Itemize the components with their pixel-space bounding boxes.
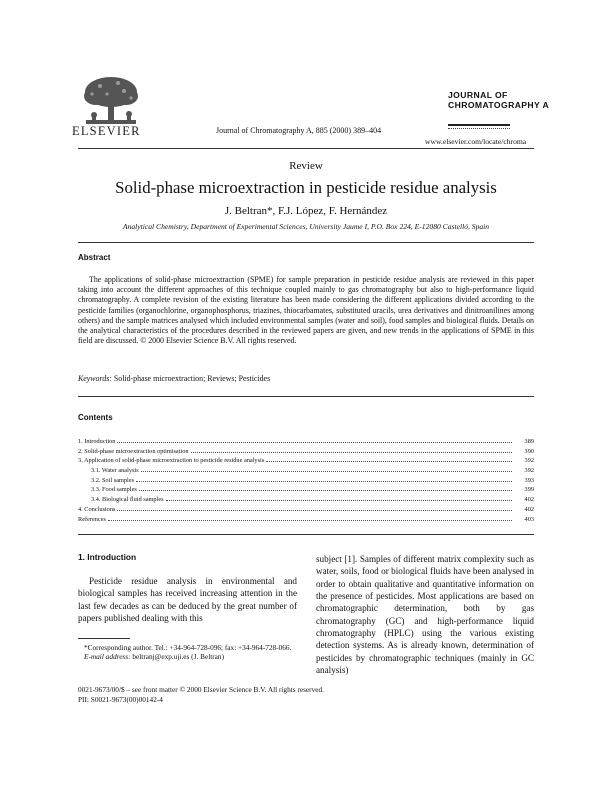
toc-entry-label: 3.4. Biological fluid samples bbox=[91, 496, 164, 504]
toc-entry-page: 399 bbox=[524, 486, 534, 494]
toc-entry-label: References bbox=[78, 515, 106, 523]
toc-entry-label: 3. Application of solid-phase microextraction to pesticide residue analysis bbox=[78, 457, 265, 465]
toc-entry bbox=[78, 456, 534, 466]
table-of-contents bbox=[78, 437, 534, 524]
journal-logo-dots bbox=[448, 128, 510, 130]
title-divider bbox=[78, 242, 534, 243]
journal-reference: Journal of Chromatography A, 885 (2000) 389–404 bbox=[216, 126, 382, 135]
toc-leader bbox=[166, 500, 512, 501]
corresponding-author-note: *Corresponding author. Tel.: +34-964-728-096; fax: +34-964-728-066. bbox=[84, 643, 292, 652]
toc-entry-label: 2. Solid-phase microextraction optimisation bbox=[78, 447, 189, 455]
toc-entry-page: 392 bbox=[524, 457, 534, 465]
toc-leader bbox=[191, 452, 512, 453]
journal-url: www.elsevier.com/locate/chroma bbox=[425, 137, 527, 146]
toc-entry-page: 389 bbox=[524, 438, 534, 445]
abstract-divider bbox=[78, 396, 534, 397]
journal-logo bbox=[448, 90, 549, 110]
introduction-heading: 1. Introduction bbox=[78, 552, 137, 562]
introduction-right-paragraph: subject [1]. Samples of different matrix complexity such as water, soils, food or biological fluids have been analysed in order to obtain qualitative and quantitative information on the presence of pesticides. Most applications are based on chromatographic determination, both by gas chromatography (GC) and high-performance liquid chromatography (HPLC) using the various existing detection systems. As is already known, determination of pesticides by chromatographic techniques (mainly in GC analysis) bbox=[316, 554, 534, 676]
article-affiliation: Analytical Chemistry, Department of Experimental Sciences, University Jaume I, P.O. Box 224, E-12080 Castelló, Spain bbox=[122, 222, 490, 231]
email-label: E-mail address: bbox=[84, 652, 131, 662]
toc-entry bbox=[78, 505, 534, 515]
email-address: beltranj@exp.uji.es (J. Beltran) bbox=[132, 652, 224, 662]
footnote-divider bbox=[78, 638, 130, 639]
toc-entry bbox=[78, 476, 534, 486]
toc-entry-page: 393 bbox=[524, 476, 534, 484]
keywords-value: Solid-phase microextraction; Reviews; Pesticides bbox=[113, 374, 271, 383]
toc-entry-label: 3.2. Soil samples bbox=[91, 476, 135, 484]
toc-leader bbox=[139, 490, 512, 491]
contents-heading: Contents bbox=[78, 413, 113, 422]
toc-entry bbox=[78, 466, 534, 476]
contents-divider bbox=[78, 534, 534, 535]
toc-leader bbox=[136, 481, 512, 482]
article-type: Review bbox=[289, 160, 323, 172]
toc-entry bbox=[78, 485, 534, 495]
toc-entry-label: 1. Introduction bbox=[78, 438, 116, 445]
toc-leader bbox=[117, 442, 512, 443]
toc-entry-label: 3.3. Food samples bbox=[91, 486, 137, 494]
introduction-left-paragraph: Pesticide residue analysis in environmental and biological samples has received increasing attention in the last few decades as can be deduced by the great number of papers published dealing with this bbox=[78, 576, 297, 624]
toc-leader bbox=[117, 510, 512, 511]
toc-entry-label: 3.1. Water analysis bbox=[91, 467, 139, 475]
toc-entry bbox=[78, 495, 534, 505]
keywords bbox=[78, 374, 534, 383]
toc-leader bbox=[141, 471, 512, 472]
article-authors: J. Beltran*, F.J. López, F. Hernández bbox=[224, 205, 388, 217]
toc-entry bbox=[78, 437, 534, 447]
toc-entry bbox=[78, 515, 534, 525]
journal-logo-line2: CHROMATOGRAPHY A bbox=[448, 100, 550, 110]
publisher-name: ELSEVIER bbox=[72, 124, 141, 138]
toc-entry-page: 402 bbox=[524, 505, 534, 513]
toc-entry bbox=[78, 447, 534, 457]
journal-logo-bar bbox=[448, 124, 510, 126]
abstract-text: The applications of solid-phase microextraction (SPME) for sample preparation in pesticide residue analysis are reviewed in this paper taking into account the different approaches of this technique coupled mainly to gas chromatography but also to high-performance liquid chromatography. A complete revision of the existing literature has been made considering the different applications divided according to the pesticide families (organochlorine, organophosphorus, triazines, thiocarbamates, substituted uracils, urea derivatives and dinitroanilines among others) and the sample matrices analysed which included environmental samples (water and soil), food samples and biological fluids. Details on the analytical characteristics of the procedures described in the reviewed papers are given, and new trends in the applications of SPME in this field are discussed. © 2000 Elsevier Science B.V. All rights reserved. bbox=[78, 275, 534, 346]
toc-leader bbox=[108, 520, 512, 521]
toc-entry-page: 390 bbox=[524, 447, 534, 455]
keywords-label: Keywords: bbox=[78, 374, 112, 383]
copyright-line: 0021-9673/00/$ – see front matter © 2000 Elsevier Science B.V. All rights reserved. bbox=[78, 685, 324, 694]
abstract-heading: Abstract bbox=[78, 253, 111, 262]
toc-leader bbox=[266, 461, 512, 462]
toc-entry-page: 402 bbox=[524, 496, 534, 504]
toc-entry-page: 403 bbox=[524, 515, 534, 523]
journal-logo-line1: JOURNAL OF bbox=[448, 90, 508, 100]
header-divider bbox=[78, 148, 534, 149]
toc-entry-label: 4. Conclusions bbox=[78, 505, 116, 513]
article-title: Solid-phase microextraction in pesticide residue analysis bbox=[115, 178, 497, 197]
footnote bbox=[78, 643, 297, 662]
elsevier-tree-logo-icon bbox=[80, 74, 142, 130]
pii-line: PII: S0021-9673(00)00142-4 bbox=[78, 695, 163, 704]
toc-entry-page: 392 bbox=[524, 467, 534, 475]
